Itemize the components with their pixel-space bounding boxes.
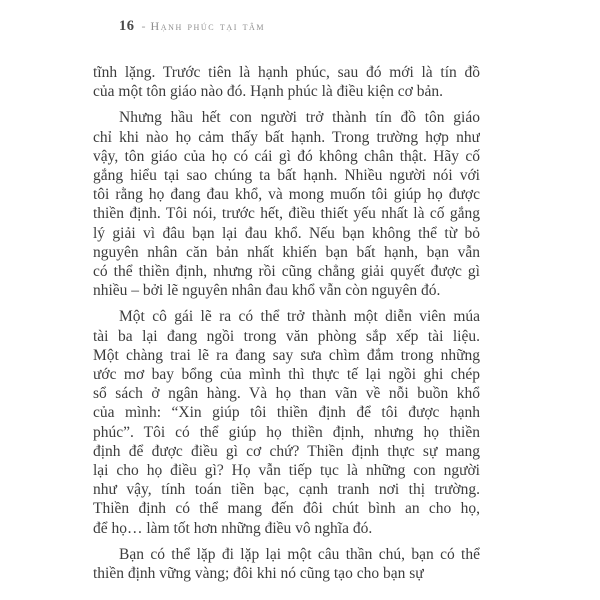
text-line: thiền định vững vàng; đôi khi nó cũng tạo cho bạn sự bbox=[93, 565, 424, 583]
page-number: 16 bbox=[119, 18, 135, 34]
text-line: Nhưng hầu hết con người trở thành tín đồ tôn giáo bbox=[119, 109, 480, 127]
text-line: Một cô gái lẽ ra có thể trở thành một diễn viên múa bbox=[119, 308, 480, 326]
running-header bbox=[119, 17, 265, 35]
page-body bbox=[93, 63, 480, 583]
text-line: như vậy, tính toán tiền bạc, cạnh tranh nơi thị trường. bbox=[93, 481, 480, 499]
paragraph bbox=[93, 545, 480, 583]
text-line: Bạn có thể lặp đi lặp lại một câu thần chú, bạn có thể bbox=[119, 545, 480, 563]
text-line: nguyên nhân căn bản nhất khiến bạn bất hạnh, bạn vẫn bbox=[93, 243, 480, 261]
text-line: của mình: “Xin giúp tôi thiền định để tôi được hạnh bbox=[93, 404, 480, 422]
text-line: chỉ khi nào họ cảm thấy bất hạnh. Trong trường hợp như bbox=[93, 128, 480, 146]
text-line: lý giải vì đâu bạn lại đau khổ. Nếu bạn không thể từ bỏ bbox=[93, 224, 480, 242]
paragraph bbox=[93, 307, 480, 537]
text-line: định để được điều gì cơ chứ? Thiền định thực sự mang bbox=[93, 442, 480, 460]
text-line: Một chàng trai lẽ ra đang say sưa chìm đắm trong những bbox=[93, 346, 480, 364]
text-line: tài ba lại đang ngồi trong văn phòng sắp xếp tài liệu. bbox=[93, 327, 480, 345]
running-title: Hạnh phúc tại tâm bbox=[150, 19, 266, 33]
text-line: tôi rằng họ đang đau khổ, và mong muốn tôi giúp họ được bbox=[93, 186, 480, 204]
text-line: gắng hiểu tại sao chúng ta bất hạnh. Nhiều người nói với bbox=[93, 167, 480, 185]
text-line: vậy, tôn giáo của họ có cái gì đó không chân thật. Hãy cố bbox=[93, 147, 480, 165]
paragraph bbox=[93, 108, 480, 300]
text-line: Thiền định có thể mang đến đôi chút bình an cho họ, bbox=[93, 500, 480, 518]
text-line: tĩnh lặng. Trước tiên là hạnh phúc, sau đó mới là tín đồ bbox=[93, 64, 480, 81]
text-line: có thể thiền định, nhưng rồi cũng chẳng giải quyết được gì bbox=[93, 263, 480, 281]
header-separator: - bbox=[141, 19, 146, 33]
text-line: sổ sách ở ngân hàng. Và họ than vãn về nỗi buồn khổ bbox=[93, 385, 480, 403]
text-line: nhiều – bởi lẽ nguyên nhân đau khổ vẫn còn nguyên đó. bbox=[93, 282, 441, 300]
text-line: lại cho họ điều gì? Họ vẫn tiếp tục là những con người bbox=[93, 462, 480, 480]
text-line: để họ… làm tốt hơn những điều vô nghĩa đó. bbox=[93, 519, 373, 537]
text-line: ước mơ bay bổng của mình thì thực tế lại ngồi ghi chép bbox=[93, 366, 480, 384]
paragraph bbox=[93, 63, 480, 101]
text-line: phúc”. Tôi có thể giúp họ thiền định, nhưng họ thiền bbox=[93, 423, 480, 441]
text-line: của một tôn giáo nào đó. Hạnh phúc là điều kiện cơ bản. bbox=[93, 83, 443, 101]
text-line: thiền định. Tôi nói, trước hết, điều thiết yếu nhất là cố gắng bbox=[93, 205, 480, 223]
